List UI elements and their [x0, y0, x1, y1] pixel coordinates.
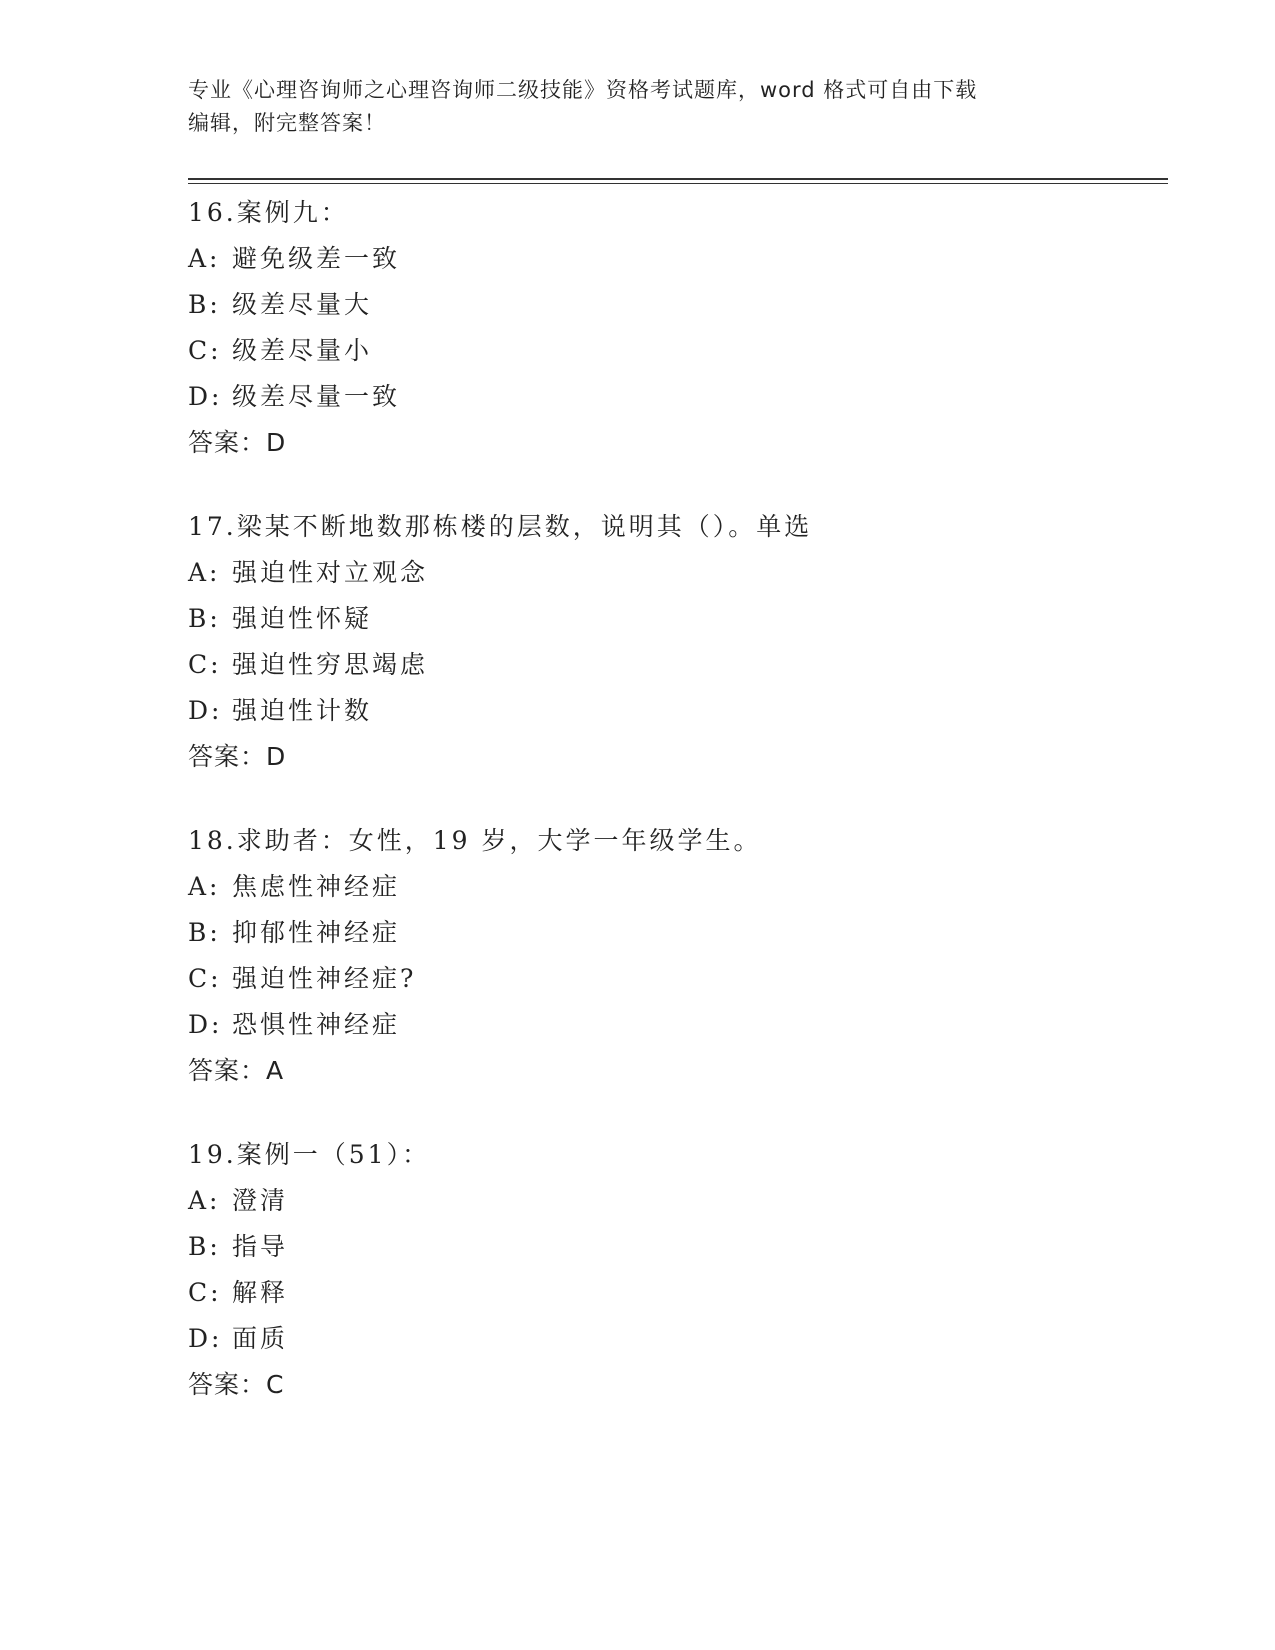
option-text: 解释	[232, 1278, 289, 1307]
option-c	[188, 956, 1168, 1002]
question-list	[188, 190, 1168, 1446]
option-letter: D:	[188, 1324, 223, 1353]
header-divider-thin	[188, 183, 1168, 184]
question-19	[188, 1132, 1168, 1408]
question-16	[188, 190, 1168, 466]
option-a	[188, 236, 1168, 282]
header-line-2: 编辑，附完整答案！	[188, 111, 386, 135]
answer: 答案：C	[188, 1370, 285, 1399]
option-a	[188, 1178, 1168, 1224]
option-text: 级差尽量一致	[232, 382, 401, 411]
option-letter: D:	[188, 1010, 223, 1039]
question-18	[188, 818, 1168, 1094]
option-letter: D:	[188, 696, 223, 725]
option-text: 澄清	[232, 1186, 289, 1215]
option-a	[188, 550, 1168, 596]
option-text: 级差尽量小	[232, 336, 373, 365]
option-text: 强迫性穷思竭虑	[232, 650, 429, 679]
option-a	[188, 864, 1168, 910]
option-d	[188, 1002, 1168, 1048]
option-text: 级差尽量大	[232, 290, 373, 319]
option-text: 强迫性神经症?	[232, 964, 417, 993]
option-b	[188, 282, 1168, 328]
option-text: 避免级差一致	[232, 244, 401, 273]
option-text: 抑郁性神经症	[232, 918, 401, 947]
answer: 答案：D	[188, 428, 287, 457]
option-text: 指导	[232, 1232, 289, 1261]
header-line-1: 专业《心理咨询师之心理咨询师二级技能》资格考试题库，word 格式可自由下载	[188, 78, 978, 102]
option-letter: B:	[188, 290, 221, 319]
answer: 答案：A	[188, 1056, 285, 1085]
option-b	[188, 1224, 1168, 1270]
answer: 答案：D	[188, 742, 287, 771]
option-text: 强迫性计数	[232, 696, 373, 725]
option-letter: A:	[188, 558, 221, 587]
option-d	[188, 1316, 1168, 1362]
header-divider	[188, 178, 1168, 180]
question-stem: 18.求助者：女性，19 岁，大学一年级学生。	[188, 826, 762, 855]
option-text: 焦虑性神经症	[232, 872, 401, 901]
option-text: 面质	[232, 1324, 289, 1353]
document-header	[188, 74, 1088, 140]
option-letter: B:	[188, 918, 221, 947]
option-d	[188, 374, 1168, 420]
question-17	[188, 504, 1168, 780]
option-text: 恐惧性神经症	[232, 1010, 401, 1039]
option-letter: A:	[188, 872, 221, 901]
option-d	[188, 688, 1168, 734]
option-letter: A:	[188, 244, 221, 273]
option-letter: C:	[188, 650, 222, 679]
option-text: 强迫性对立观念	[232, 558, 429, 587]
option-c	[188, 1270, 1168, 1316]
question-stem: 16.案例九：	[188, 198, 349, 227]
option-letter: C:	[188, 336, 222, 365]
question-stem: 17.梁某不断地数那栋楼的层数，说明其（）。单选	[188, 512, 813, 541]
option-letter: D:	[188, 382, 223, 411]
option-letter: B:	[188, 604, 221, 633]
option-letter: C:	[188, 1278, 222, 1307]
option-c	[188, 328, 1168, 374]
option-letter: B:	[188, 1232, 221, 1261]
option-c	[188, 642, 1168, 688]
question-stem: 19.案例一（51）：	[188, 1140, 431, 1169]
option-text: 强迫性怀疑	[232, 604, 373, 633]
option-letter: C:	[188, 964, 222, 993]
option-b	[188, 910, 1168, 956]
option-b	[188, 596, 1168, 642]
option-letter: A:	[188, 1186, 221, 1215]
